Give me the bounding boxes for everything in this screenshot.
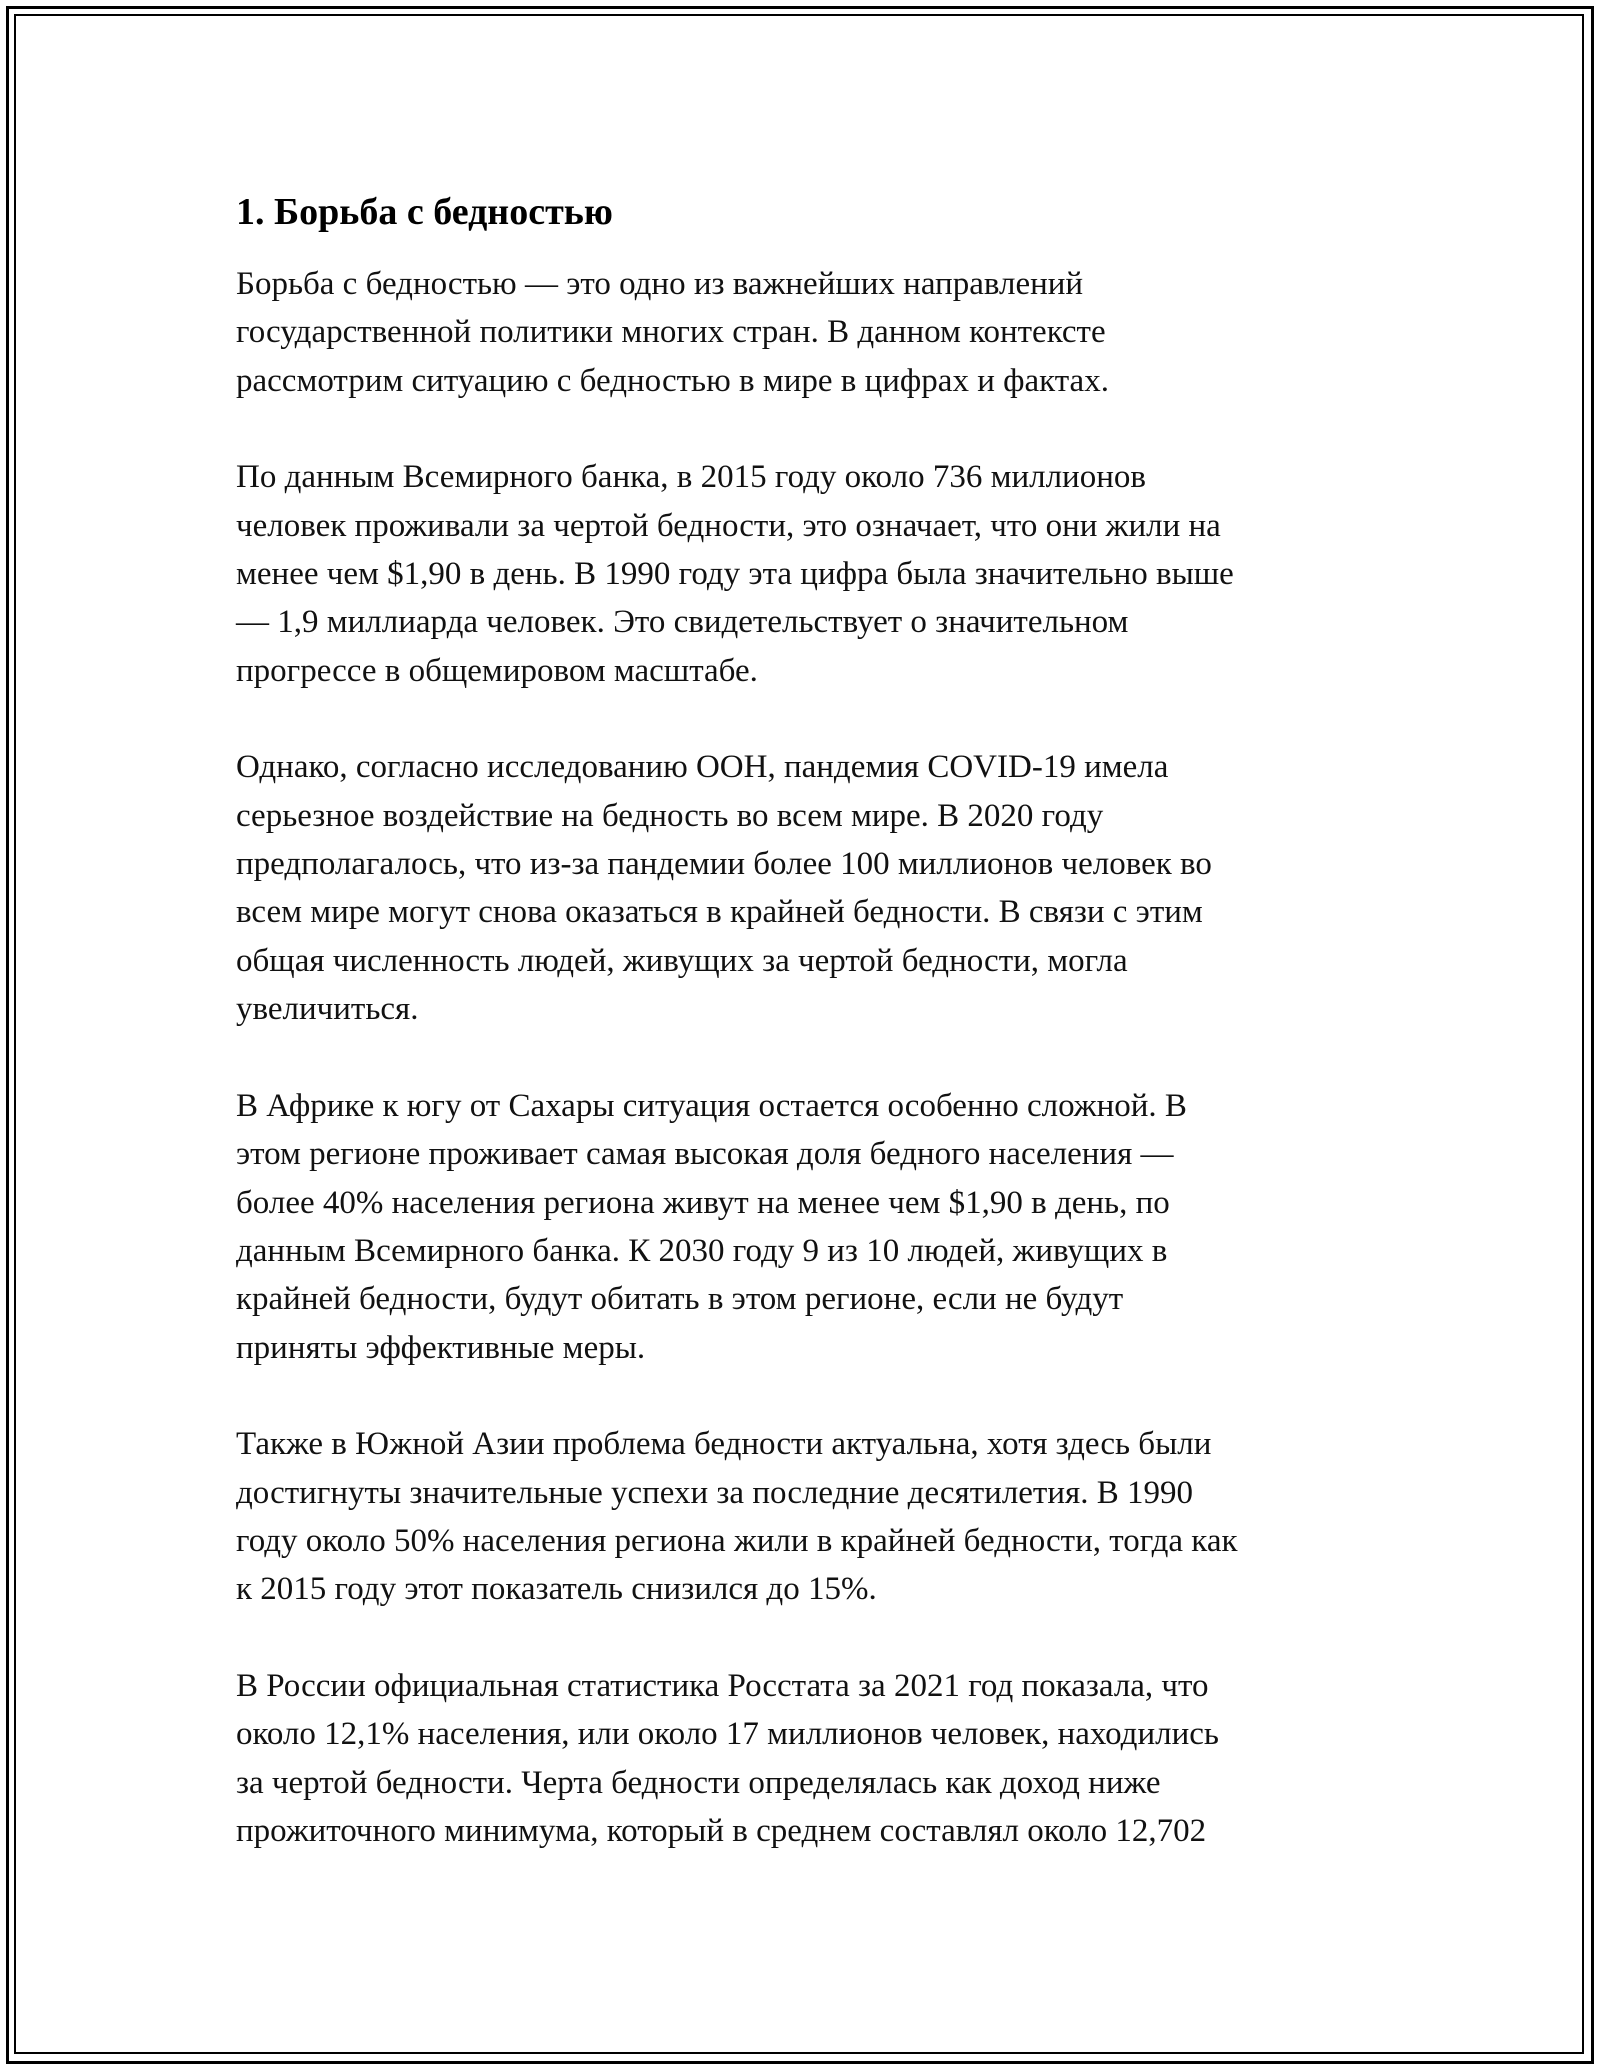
document-body [236,186,1366,1903]
paragraph-world-bank-2015: По данным Всемирного банка, в 2015 году около 736 миллионов человек проживали за чертой бедности, это означает, что они жили на менее чем $1,90 в день. В 1990 году эта цифра была значительно выше — 1,9 миллиарда человек. Это свидетельствует о значительном прогрессе в общемировом масштабе. [236,459,1234,689]
paragraph-covid-impact: Однако, согласно исследованию ООН, пандемия COVID-19 имела серьезное воздействие на бедность во всем мире. В 2020 году предполагалось, что из-за пандемии более 100 миллионов человек во всем мире могут снова оказаться в крайней бедности. В связи с этим общая численность людей, живущих за чертой бедности, могла увеличиться. [236,749,1212,1028]
paragraph-intro: Борьба с бедностью — это одно из важнейших направлений государственной политики многих стран. В данном контексте рассмотрим ситуацию с бедностью в мире в цифрах и фактах. [236,266,1109,399]
paragraph-sub-saharan-africa: В Африке к югу от Сахары ситуация остается особенно сложной. В этом регионе проживает самая высокая доля бедного населения — более 40% населения региона живут на менее чем $1,90 в день, по данным Всемирного банка. К 2030 году 9 из 10 людей, живущих в крайней бедности, будут обитать в этом регионе, если не будут приняты эффективные меры. [236,1087,1187,1366]
paragraph-russia: В России официальная статистика Росстата за 2021 год показала, что около 12,1% населения, или около 17 миллионов человек, находились за чертой бедности. Черта бедности определялась как доход ниже прожиточного минимума, который в среднем составлял около 12,702 [236,1667,1219,1849]
section-heading: 1. Борьба с бедностью [236,191,613,233]
paragraph-south-asia: Также в Южной Азии проблема бедности актуальна, хотя здесь были достигнуты значительные успехи за последние десятилетия. В 1990 году около 50% населения региона жили в крайней бедности, тогда как к 2015 году этот показатель снизился до 15%. [236,1426,1238,1608]
